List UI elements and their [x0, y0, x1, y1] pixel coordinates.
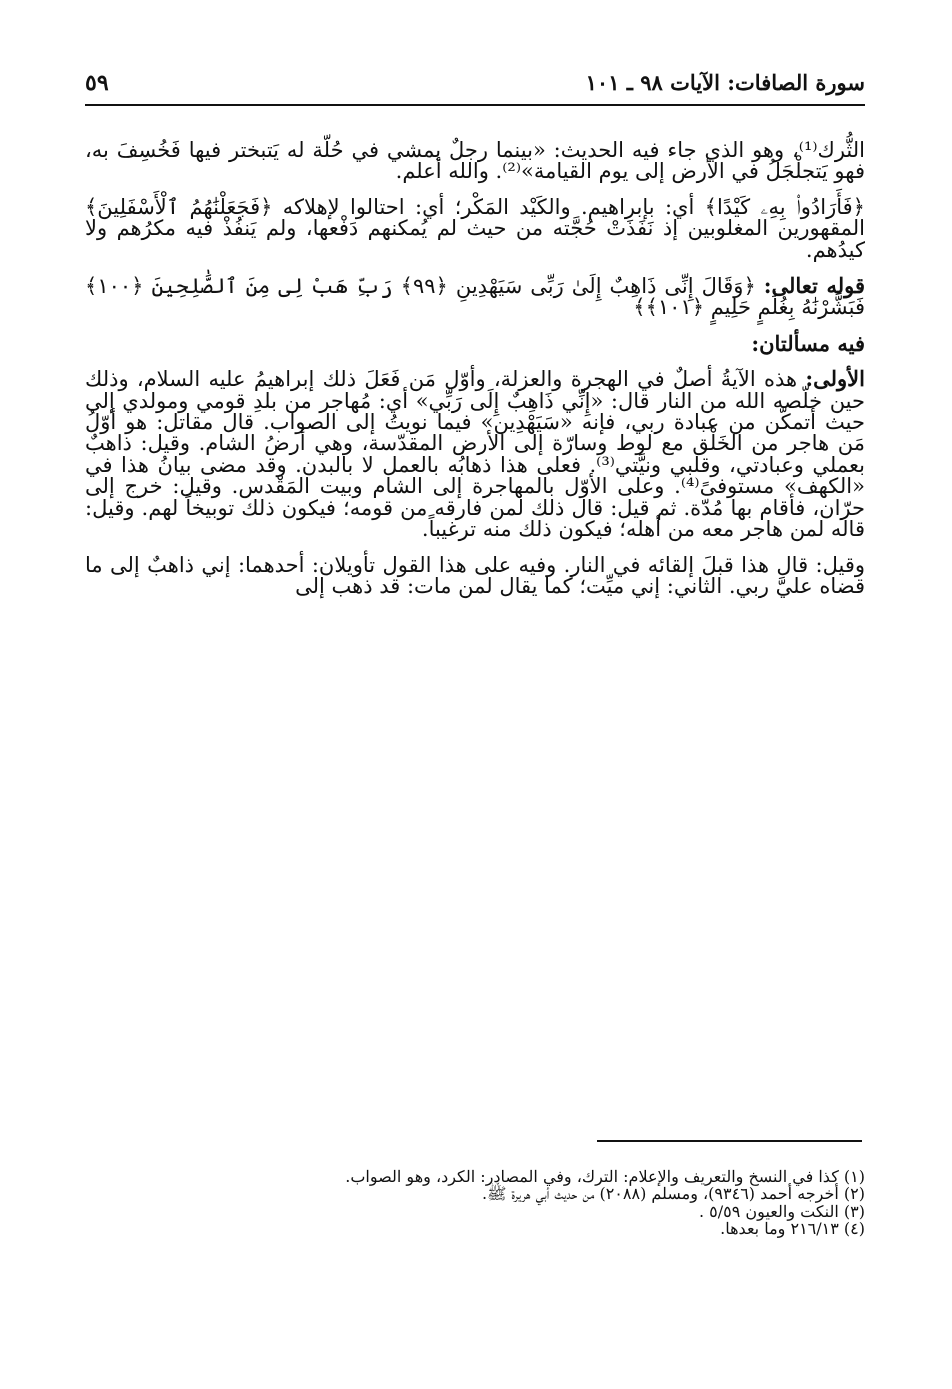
footnote-rule: [597, 1140, 862, 1142]
main-text: [85, 140, 865, 597]
verse-lead: قوله تعالى:: [763, 273, 865, 299]
paragraph-interpretations: وقيل: قال هذا قبلَ إلقائه في النار. وفيه على هذا القول تأويلان: أحدهما: إني ذاهبٌ إلى ما قضاه عليَّ ربي. الثاني: إني ميِّت؛ كما يقال لمن مات: قد ذهب إلى: [85, 552, 865, 598]
quran-verse: ﴿وَقَالَ إِنِّى ذَاهِبٌ إِلَىٰ رَبِّى سَيَهْدِينِ ﴿٩٩﴾ رَبِّ هَبْ لِى مِنَ ٱلصَّٰلِحِينَ ﴿١٠٠﴾ فَبَشَّرْنَٰهُ بِغُلَٰمٍ حَلِيمٍ ﴿١٠١﴾﴾: [85, 274, 865, 320]
page-number: ٥٩: [85, 70, 109, 96]
paragraph-verse: [85, 275, 865, 319]
footnote-4: (٤) ٢١٦/١٣ وما بعدها.: [720, 1218, 865, 1238]
paragraph-first-issue: [85, 368, 865, 540]
page-header: [85, 66, 865, 106]
first-issue-lead: الأولى:: [805, 366, 865, 392]
paragraph-kayd: ﴿فَأَرَادُوا۟ بِهِۦ كَيْدًا﴾ أي: بإبراهيم. والكَيْد المَكْر؛ أي: احتالوا لإهلاكه ﴿فَجَعَلْنَٰهُمُ ٱلْأَسْفَلِينَ﴾ المقهورين المغلوبين إذ نَفَذَتْ حُجَّته من حيث لم يُمكنهم دَفْعها، ولم يَنفُذْ فيه مكرُهم ولا كيدُهم.: [85, 194, 865, 262]
footnote-2: (٢) أخرجه أحمد (٩٣٤٦)، ومسلم (٢٠٨٨) من حديث أبي هريرة ﷺ.: [482, 1184, 865, 1204]
running-title: سورة الصافات: الآيات ٩٨ ـ ١٠١: [585, 70, 865, 95]
first-issue-text: هذه الآيةُ أصلٌ في الهجرة والعزلة، وأوّل مَن فَعَلَ ذلك إبراهيمُ عليه السلام، وذلك حين خلّصه الله من النار قال: «إِنِّي ذَاهِبٌ إِلَى رَبِّي» أي: مُهاجر من بلدِ قومي ومولدي إلى حيث أتمكّن من عبادة ربي، فإنه «سَيَهْدِين» فيما نويتُ إلى الصواب. قال مقاتل: هو أوّلُ مَن هاجر من الخَلْق مع لوط وسارّة إلى الأرض المقدّسة، وهي أرضُ الشام. وقيل: ذاهبٌ بعملي وعبادتي، وقلبي ونيَّتي⁽³⁾. فعلى هذا ذهابُه بالعمل لا بالبدن. وقد مضى بيانُ هذا في «الكهف» مستوفىً⁽⁴⁾. وعلى الأوّل بالمهاجرة إلى الشام وبيت المَقْدس. وقيل: خرج إلى حرّان، فأقام بها مُدّة. ثم قيل: قال ذلك لمن فارقه من قومه؛ فيكون ذلك توبيخاً لهم. وقيل: قاله لمن هاجر معه من أهله؛ فيكون ذلك منه ترغيباً.: [85, 367, 865, 542]
footnotes: [85, 1168, 865, 1237]
footnote-3: (٣) النكت والعيون ٥/٥٩ .: [699, 1201, 865, 1221]
paragraph-hadith: الثُّرك⁽¹⁾، وهو الذي جاء فيه الحديث: «بينما رجلٌ يمشي في حُلّة له يَتبختر فيها فَخُسِفَ به، فهو يَتجلْجَلُ في الأرض إلى يوم القيامة»⁽²⁾. والله أعلم.: [85, 138, 865, 184]
footnote-1: (١) كذا في النسخ والتعريف والإعلام: الترك، وفي المصادر: الكرد، وهو الصواب.: [345, 1167, 865, 1186]
header-rule: [85, 104, 865, 106]
issues-heading: فيه مسألتان:: [751, 330, 865, 356]
